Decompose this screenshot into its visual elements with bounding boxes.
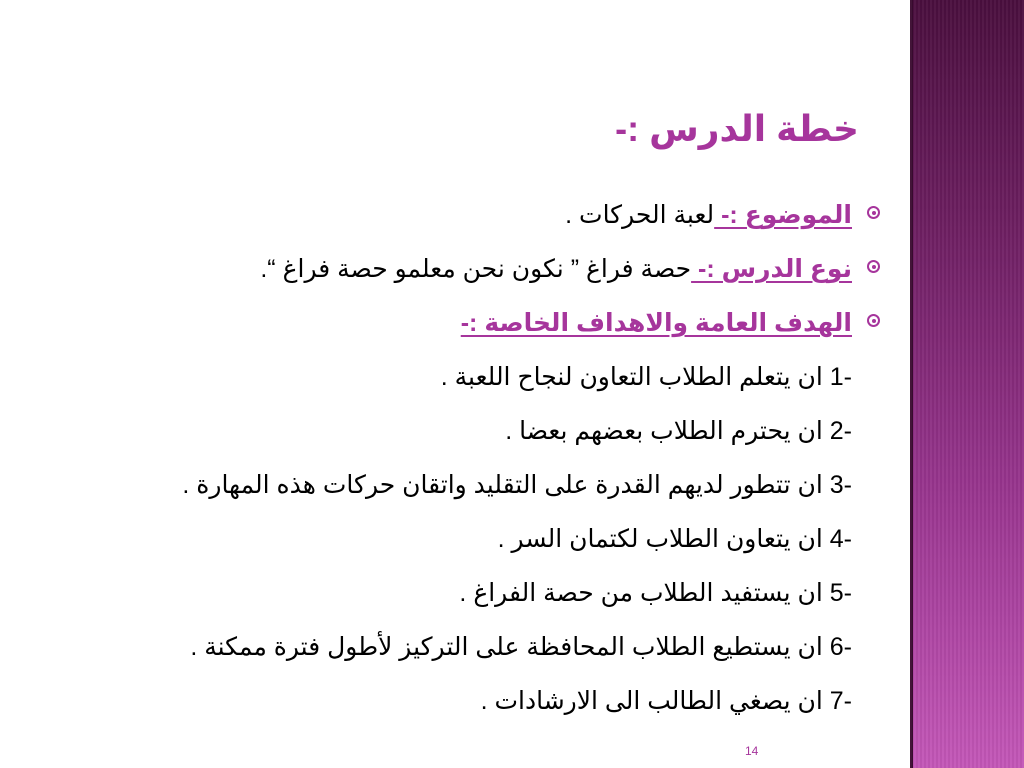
objective-number: 1- [829, 363, 852, 391]
objective-item [92, 674, 852, 728]
objective-number: 5- [829, 579, 852, 607]
objective-item [92, 512, 852, 566]
bullet-label: نوع الدرس :- [691, 255, 852, 283]
objective-text: ان يحترم الطلاب بعضهم بعضا . [505, 417, 830, 445]
bullet-lesson-type [92, 242, 880, 296]
bullet-label: الهدف العامة والاهداف الخاصة :- [460, 309, 852, 337]
circle-dot-icon [867, 260, 880, 273]
objective-number: 6- [829, 633, 852, 661]
slide-content [92, 188, 852, 728]
page-number: 14 [745, 744, 759, 758]
objective-item [92, 458, 852, 512]
objective-text: ان تتطور لديهم القدرة على التقليد واتقان حركات هذه المهارة . [182, 471, 830, 499]
bullet-text: حصة فراغ ” نكون نحن معلمو حصة فراغ “. [260, 255, 692, 283]
objective-text: ان يستفيد الطلاب من حصة الفراغ . [459, 579, 830, 607]
bullet-text: لعبة الحركات . [565, 201, 715, 229]
bullet-label: الموضوع :- [714, 201, 852, 229]
circle-dot-icon [867, 206, 880, 219]
objective-number: 4- [829, 525, 852, 553]
bullet-objectives-heading [92, 296, 880, 350]
objective-number: 2- [829, 417, 852, 445]
decorative-side-band [910, 0, 1024, 768]
objective-item [92, 620, 852, 674]
objective-item [92, 350, 852, 404]
objective-text: ان يتعاون الطلاب لكتمان السر . [497, 525, 830, 553]
circle-dot-icon [867, 314, 880, 327]
bullet-topic [92, 188, 880, 242]
objective-item [92, 566, 852, 620]
objective-item [92, 404, 852, 458]
objective-number: 3- [829, 471, 852, 499]
objective-number: 7- [829, 687, 852, 715]
objective-text: ان يصغي الطالب الى الارشادات . [480, 687, 830, 715]
slide-title: خطة الدرس :- [615, 108, 859, 149]
objective-text: ان يتعلم الطلاب التعاون لنجاح اللعبة . [440, 363, 830, 391]
objective-text: ان يستطيع الطلاب المحافظة على التركيز لأطول فترة ممكنة . [190, 633, 830, 661]
